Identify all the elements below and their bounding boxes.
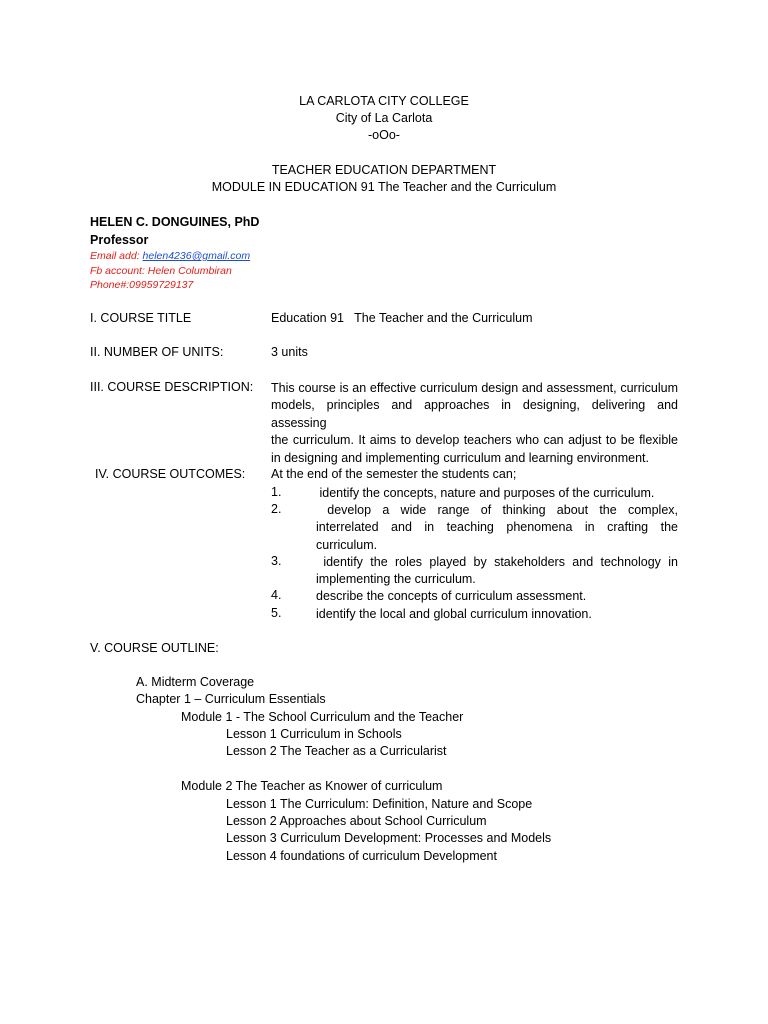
- lesson-item: Lesson 1 The Curriculum: Definition, Nature and Scope: [226, 797, 533, 811]
- outcome-item: [316, 554, 678, 589]
- description-text: [271, 380, 678, 467]
- outcome-number: 4.: [271, 588, 282, 602]
- header-separator: -oOo-: [368, 128, 400, 142]
- email-link[interactable]: helen4236@gmail.com: [142, 250, 251, 262]
- outcome-item: [316, 588, 678, 605]
- description-line: in designing and implementing curriculum and learning environment.: [271, 450, 649, 465]
- outcome-number: 1.: [271, 485, 282, 499]
- module-heading: Module 2 The Teacher as Knower of curriculum: [181, 779, 443, 793]
- outcome-number: 5.: [271, 606, 282, 620]
- outcome-line: identify the concepts, nature and purposes of the curriculum.: [316, 486, 655, 500]
- outline-label: V. COURSE OUTLINE:: [90, 641, 219, 655]
- outcome-number: 3.: [271, 554, 282, 568]
- outcomes-label: IV. COURSE OUTCOMES:: [95, 467, 246, 481]
- course-title-value: Education 91 The Teacher and the Curriculum: [271, 311, 533, 325]
- department-name: TEACHER EDUCATION DEPARTMENT: [271, 163, 497, 177]
- outcome-line: curriculum.: [316, 537, 378, 552]
- instructor-phone: Phone#:09959729137: [90, 279, 194, 291]
- units-label: II. NUMBER OF UNITS:: [90, 345, 224, 359]
- lesson-item: Lesson 2 The Teacher as a Curricularist: [226, 744, 447, 758]
- outcome-number: 2.: [271, 502, 282, 516]
- outcome-item: [316, 606, 678, 623]
- outcome-line: identify the local and global curriculum innovation.: [316, 607, 592, 621]
- city-name: City of La Carlota: [335, 111, 433, 125]
- college-name: LA CARLOTA CITY COLLEGE: [299, 94, 469, 108]
- outcomes-intro: At the end of the semester the students can;: [271, 467, 517, 481]
- midterm-heading: A. Midterm Coverage: [136, 675, 255, 689]
- description-label: III. COURSE DESCRIPTION:: [90, 380, 254, 394]
- instructor-title: Professor: [90, 233, 149, 247]
- description-line: the curriculum. It aims to develop teachers who can adjust to be flexible: [271, 433, 678, 448]
- outcome-line: develop a wide range of thinking about the complex,: [316, 503, 678, 517]
- description-line: This course is an effective curriculum design and assessment, curriculum: [271, 381, 678, 395]
- outcome-line: describe the concepts of curriculum assessment.: [316, 589, 587, 603]
- units-value: 3 units: [271, 345, 308, 359]
- lesson-item: Lesson 4 foundations of curriculum Development: [226, 849, 497, 863]
- outcome-line: implementing the curriculum.: [316, 572, 476, 587]
- module-heading: Module 1 - The School Curriculum and the Teacher: [181, 710, 464, 724]
- chapter-heading: Chapter 1 – Curriculum Essentials: [136, 692, 326, 706]
- instructor-email: [90, 250, 250, 262]
- description-line: models, principles and approaches in designing, delivering and assessing: [271, 398, 678, 430]
- outcome-line: interrelated and in teaching phenomena in crafting the: [316, 520, 678, 535]
- instructor-fb: Fb account: Helen Columbiran: [90, 265, 232, 277]
- course-title-label: I. COURSE TITLE: [90, 311, 192, 325]
- lesson-item: Lesson 1 Curriculum in Schools: [226, 727, 402, 741]
- outcome-line: identify the roles played by stakeholders and technology in: [316, 555, 678, 569]
- module-title: MODULE IN EDUCATION 91 The Teacher and the Curriculum: [211, 180, 557, 194]
- outcome-item: [316, 502, 678, 554]
- instructor-name: HELEN C. DONGUINES, PhD: [90, 215, 260, 229]
- email-label: Email add:: [90, 250, 143, 262]
- lesson-item: Lesson 3 Curriculum Development: Processes and Models: [226, 831, 552, 845]
- outcome-item: [316, 485, 678, 502]
- lesson-item: Lesson 2 Approaches about School Curriculum: [226, 814, 487, 828]
